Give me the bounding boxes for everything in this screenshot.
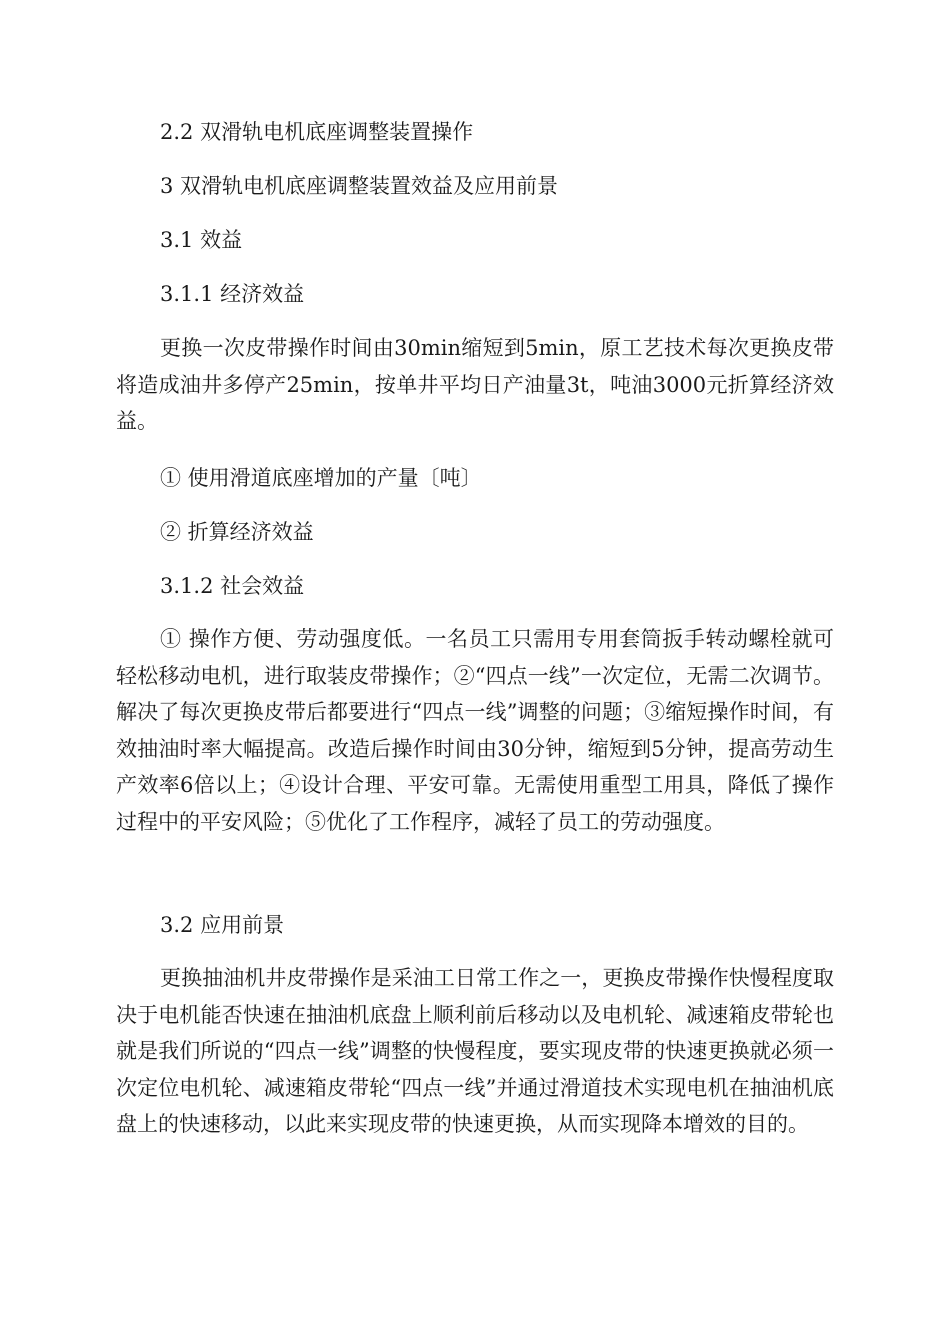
heading-3-1-1: 3.1.1 经济效益 bbox=[160, 282, 305, 306]
heading-3: 3 双滑轨电机底座调整装置效益及应用前景 bbox=[160, 174, 559, 198]
heading-3-1-2: 3.1.2 社会效益 bbox=[160, 574, 305, 598]
list-item-1: ① 使用滑道底座增加的产量〔吨〕 bbox=[160, 466, 482, 490]
paragraph-economic-benefit: 更换一次皮带操作时间由30min缩短到5min，原工艺技术每次更换皮带将造成油井多停产25min，按单井平均日产油量3t，吨油3000元折算经济效益。 bbox=[116, 336, 834, 434]
paragraph-application-prospect: 更换抽油机井皮带操作是采油工日常工作之一，更换皮带操作快慢程度取决于电机能否快速在抽油机底盘上顺利前后移动以及电机轮、减速箱皮带轮也就是我们所说的“四点一线”调整的快慢程度，要实现皮带的快速更换就必须一次定位电机轮、减速箱皮带轮“四点一线”并通过滑道技术实现电机在抽油机底盘上的快速移动，以此来实现皮带的快速更换，从而实现降本增效的目的。 bbox=[116, 966, 834, 1137]
heading-2-2: 2.2 双滑轨电机底座调整装置操作 bbox=[160, 120, 474, 144]
paragraph-social-benefit: ① 操作方便、劳动强度低。一名员工只需用专用套筒扳手转动螺栓就可轻松移动电机，进行取装皮带操作；②“四点一线”一次定位，无需二次调节。解决了每次更换皮带后都要进行“四点一线”调整的问题；③缩短操作时间，有效抽油时率大幅提高。改造后操作时间由30分钟，缩短到5分钟，提高劳动生产效率6倍以上；④设计合理、平安可靠。无需使用重型工用具，降低了操作过程中的平安风险；⑤优化了工作程序，减轻了员工的劳动强度。 bbox=[116, 627, 834, 834]
heading-3-1: 3.1 效益 bbox=[160, 228, 243, 252]
list-item-2: ② 折算经济效益 bbox=[160, 520, 314, 544]
heading-3-2: 3.2 应用前景 bbox=[160, 913, 285, 937]
